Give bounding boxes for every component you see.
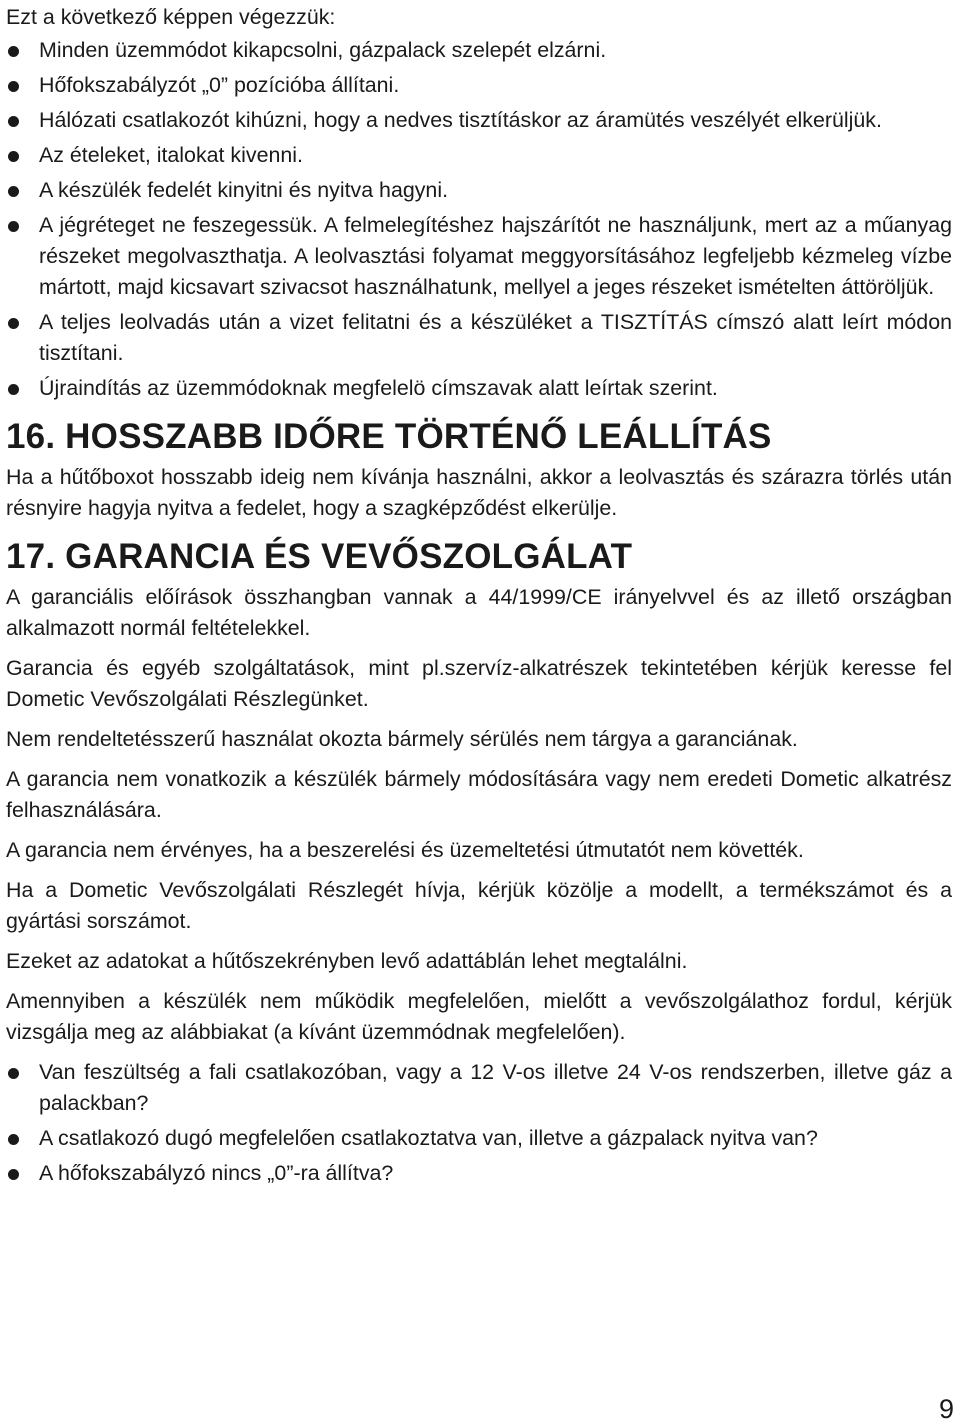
paragraph: Ha a Dometic Vevőszolgálati Részlegét hívja, kérjük közölje a modellt, a termékszámot és a gyártási sorszámot.	[6, 878, 952, 933]
page-number: 9	[938, 1394, 954, 1424]
paragraph: A garancia nem vonatkozik a készülék bármely módosítására vagy nem eredeti Dometic alkatrész felhasználására.	[6, 767, 952, 822]
paragraph: Ezeket az adatokat a hűtőszekrényben levő adattáblán lehet megtalálni.	[6, 949, 688, 973]
list-item: Hálózati csatlakozót kihúzni, hogy a nedves tisztításkor az áramütés veszélyét elkerüljük.	[6, 105, 952, 136]
list-item: Hőfokszabályzót „0” pozícióba állítani.	[6, 70, 952, 101]
list-item: A hőfokszabályzó nincs „0”-ra állítva?	[6, 1158, 952, 1189]
list-item: Van feszültség a fali csatlakozóban, vagy a 12 V-os illetve 24 V-os rendszerben, illetve gáz a palackban?	[6, 1057, 952, 1119]
paragraph: Garancia és egyéb szolgáltatások, mint pl.szervíz-alkatrészek tekintetében kérjük keresse fel Dometic Vevőszolgálati Részlegünket.	[6, 656, 952, 711]
section-16-text: Ha a hűtőboxot hosszabb ideig nem kívánja használni, akkor a leolvasztás és szárazra törlés után résnyire hagyja nyitva a fedelet, hogy a szagképződést elkerülje.	[6, 465, 952, 520]
section-16-heading: 16. HOSSZABB IDŐRE TÖRTÉNŐ LEÁLLÍTÁS	[6, 417, 772, 456]
paragraph: Amennyiben a készülék nem működik megfelelően, mielőtt a vevőszolgálathoz fordul, kérjük vizsgálja meg az alábbiakat (a kívánt üzemmódnak megfelelően).	[6, 989, 952, 1044]
paragraph: A garancia nem érvényes, ha a beszerelési és üzemeltetési útmutatót nem követték.	[6, 838, 804, 862]
list-item: A csatlakozó dugó megfelelően csatlakoztatva van, illetve a gázpalack nyitva van?	[6, 1123, 952, 1154]
paragraph: Nem rendeltetésszerű használat okozta bármely sérülés nem tárgya a garanciának.	[6, 727, 798, 751]
list-item: A készülék fedelét kinyitni és nyitva hagyni.	[6, 175, 952, 206]
list-item: A jégréteget ne feszegessük. A felmelegítéshez hajszárítót ne használjunk, mert az a műanyag részeket megolvaszthatja. A leolvasztási folyamat meggyorsításához legfeljebb kézmeleg vízbe mártott, majd kicsavart szivacsot használhatunk, mellyel a jeges részeket ismételten áttöröljük.	[6, 210, 952, 303]
paragraph: A garanciális előírások összhangban vannak a 44/1999/CE irányelvvel és az illető országban alkalmazott normál feltételekkel.	[6, 585, 952, 640]
service-checklist	[6, 1057, 952, 1189]
intro-text: Ezt a következő képpen végezzük:	[6, 5, 336, 29]
defrost-steps-list	[6, 35, 952, 404]
list-item: A teljes leolvadás után a vizet felitatni és a készüléket a TISZTÍTÁS címszó alatt leírt módon tisztítani.	[6, 307, 952, 369]
section-17-heading: 17. GARANCIA ÉS VEVŐSZOLGÁLAT	[6, 537, 633, 576]
list-item: Újraindítás az üzemmódoknak megfelelö címszavak alatt leírtak szerint.	[6, 373, 952, 404]
list-item: Minden üzemmódot kikapcsolni, gázpalack szelepét elzárni.	[6, 35, 952, 66]
list-item: Az ételeket, italokat kivenni.	[6, 140, 952, 171]
